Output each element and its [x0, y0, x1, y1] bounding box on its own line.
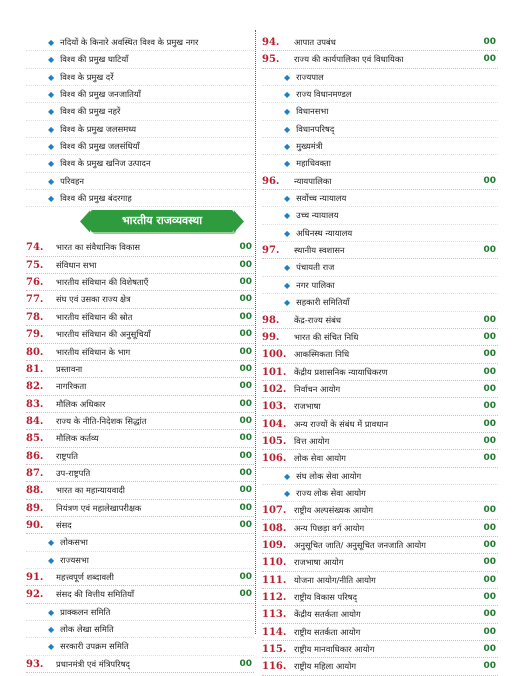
toc-subentry[interactable]	[26, 190, 254, 207]
toc-entry[interactable]	[262, 520, 498, 537]
toc-entry[interactable]	[262, 502, 498, 519]
toc-entry[interactable]	[26, 378, 254, 395]
diamond-bullet-icon: ◆	[284, 211, 291, 221]
entry-page-number: 00	[239, 485, 252, 496]
diamond-bullet-icon: ◆	[48, 625, 55, 634]
section-heading: भारतीय राजव्यवस्था	[90, 210, 234, 232]
diamond-bullet-icon: ◆	[48, 72, 55, 82]
entry-page-number: 00	[239, 589, 252, 600]
entry-title: मौलिक अधिकार	[56, 398, 106, 409]
toc-entry[interactable]	[26, 344, 254, 361]
subentry-title: पंचायती राज	[296, 262, 335, 273]
entry-number: 96.	[262, 175, 280, 187]
world-geography-subtopics	[26, 34, 254, 207]
entry-title: संघ एवं उसका राज्य क्षेत्र	[56, 294, 131, 305]
entry-page-number: 00	[239, 381, 252, 392]
subentry-title: राज्यसभा	[60, 554, 89, 565]
entry-page-number: 00	[483, 314, 496, 325]
entry-number: 104.	[262, 418, 287, 430]
entry-page-number: 00	[483, 626, 496, 637]
toc-subentry[interactable]	[26, 86, 254, 103]
entry-number: 114.	[262, 626, 287, 638]
entry-page-number: 00	[239, 433, 252, 444]
entry-title: महत्त्वपूर्ण शब्दावली	[56, 571, 114, 582]
entry-page-number: 00	[483, 644, 496, 655]
entry-title: अन्य राज्यों के संबंध में प्रावधान	[294, 418, 389, 429]
entry-page-number: 00	[483, 609, 496, 620]
left-column	[26, 34, 254, 673]
entry-number: 74.	[26, 242, 44, 254]
toc-subentry[interactable]	[26, 51, 254, 68]
diamond-bullet-icon: ◆	[284, 72, 291, 82]
entry-page-number: 00	[483, 401, 496, 412]
entry-page-number: 00	[239, 467, 252, 478]
entry-page-number: 00	[239, 346, 252, 357]
entry-page-number: 00	[483, 539, 496, 550]
entry-number: 97.	[262, 245, 280, 257]
diamond-bullet-icon: ◆	[284, 298, 291, 308]
entry-page-number: 00	[483, 661, 496, 672]
entry-page-number: 00	[239, 363, 252, 374]
toc-subentry[interactable]	[26, 638, 254, 655]
subentry-title: महाधिवक्ता	[296, 158, 331, 169]
entry-page-number: 00	[483, 245, 496, 256]
toc-entry[interactable]	[26, 656, 254, 673]
toc-entry[interactable]	[26, 309, 254, 326]
entry-title: भारत का महान्यायवादी	[56, 485, 125, 496]
toc-entry[interactable]	[262, 312, 498, 329]
entry-number: 83.	[26, 398, 44, 410]
diamond-bullet-icon: ◆	[48, 194, 55, 204]
subentry-title: लोकसभा	[60, 537, 88, 548]
subentry-title: विश्व के प्रमुख दर्रे	[60, 71, 114, 82]
entry-title: आकस्मिकता निधि	[294, 349, 350, 360]
subentry-title: विश्व की प्रमुख जनजातियाँ	[60, 89, 141, 100]
toc-subentry[interactable]	[26, 173, 254, 190]
entry-number: 93.	[26, 658, 44, 670]
toc-subentry[interactable]	[262, 155, 498, 172]
entry-title: राजभाषा आयोग	[294, 557, 344, 568]
subentry-title: सर्वोच्च न्यायालय	[296, 193, 347, 204]
entry-page-number: 00	[483, 505, 496, 516]
entry-page-number: 00	[239, 329, 252, 340]
toc-entry[interactable]	[262, 381, 498, 398]
diamond-bullet-icon: ◆	[284, 124, 291, 134]
diamond-bullet-icon: ◆	[48, 538, 55, 548]
entry-page-number: 00	[239, 294, 252, 305]
toc-entry[interactable]	[26, 291, 254, 308]
toc-subentry[interactable]	[262, 207, 498, 224]
entry-number: 94.	[262, 37, 280, 48]
toc-entry[interactable]	[262, 398, 498, 415]
subentry-title: नदियों के किनारे अवस्थित विश्व के प्रमुख नगर	[60, 37, 199, 47]
entry-title: लोक सेवा आयोग	[294, 453, 346, 464]
subentry-title: संघ लोक सेवा आयोग	[296, 470, 362, 481]
toc-entry[interactable]	[262, 537, 498, 554]
entry-title: राष्ट्रपति	[56, 450, 78, 461]
toc-subentry[interactable]	[262, 138, 498, 155]
entry-title: राष्ट्रीय विकास परिषद्	[294, 592, 357, 602]
entry-number: 84.	[26, 415, 44, 427]
polity-topics-right	[262, 34, 498, 676]
entry-page-number: 00	[483, 54, 496, 65]
entry-title: मौलिक कर्तव्य	[56, 433, 99, 444]
toc-entry[interactable]	[26, 326, 254, 343]
entry-page-number: 00	[483, 175, 496, 186]
diamond-bullet-icon: ◆	[284, 194, 291, 204]
entry-number: 105.	[262, 435, 287, 447]
polity-topics-left	[26, 239, 254, 673]
toc-entry[interactable]	[262, 51, 498, 68]
entry-title: प्रस्तावना	[56, 363, 83, 374]
toc-entry[interactable]	[262, 554, 498, 571]
entry-page-number: 00	[239, 398, 252, 409]
toc-subentry[interactable]	[26, 604, 254, 621]
toc-subentry[interactable]	[26, 155, 254, 172]
section-heading-wrap	[26, 207, 254, 239]
diamond-bullet-icon: ◆	[48, 124, 55, 134]
subentry-title: नगर पालिका	[296, 279, 335, 290]
toc-entry[interactable]	[26, 257, 254, 274]
entry-title: आपात उपबंध	[294, 37, 336, 47]
diamond-bullet-icon: ◆	[48, 90, 55, 100]
subentry-title: विश्व के प्रमुख खनिज उत्पादन	[60, 158, 151, 169]
diamond-bullet-icon: ◆	[48, 607, 55, 617]
entry-number: 82.	[26, 381, 44, 393]
entry-number: 81.	[26, 363, 44, 375]
diamond-bullet-icon: ◆	[284, 263, 291, 273]
entry-number: 79.	[26, 329, 44, 341]
diamond-bullet-icon: ◆	[284, 228, 291, 238]
toc-subentry[interactable]	[262, 485, 498, 502]
toc-subentry[interactable]	[262, 69, 498, 86]
entry-title: अन्य पिछड़ा वर्ग आयोग	[294, 522, 365, 533]
entry-number: 112.	[262, 592, 287, 603]
diamond-bullet-icon: ◆	[48, 142, 55, 152]
entry-page-number: 00	[483, 418, 496, 429]
entry-title: केंद्रीय सतर्कता आयोग	[294, 609, 361, 620]
entry-number: 103.	[262, 401, 287, 413]
subentry-title: अधिनस्थ न्यायालय	[296, 227, 353, 238]
subentry-title: विश्व की प्रमुख घाटियाँ	[60, 54, 129, 65]
entry-number: 85.	[26, 433, 44, 445]
diamond-bullet-icon: ◆	[284, 142, 291, 152]
diamond-bullet-icon: ◆	[284, 159, 291, 169]
subentry-title: विश्व की प्रमुख बंदरगाह	[60, 193, 132, 204]
entry-title: संविधान सभा	[56, 259, 97, 270]
entry-page-number: 00	[483, 349, 496, 360]
entry-number: 87.	[26, 467, 44, 479]
diamond-bullet-icon: ◆	[284, 90, 291, 100]
subentry-title: उच्च न्यायालय	[296, 210, 339, 221]
toc-entry[interactable]	[262, 364, 498, 381]
subentry-title: राज्य लोक सेवा आयोग	[296, 487, 366, 498]
entry-number: 80.	[26, 346, 44, 358]
diamond-bullet-icon: ◆	[284, 471, 291, 481]
entry-page-number: 00	[239, 571, 252, 582]
toc-subentry[interactable]	[26, 121, 254, 138]
entry-title: न्यायपालिका	[294, 175, 332, 186]
entry-number: 115.	[262, 644, 287, 656]
subentry-title: प्राक्कलन समिति	[60, 606, 111, 617]
diamond-bullet-icon: ◆	[48, 38, 55, 47]
subentry-title: विधानपरिषद्	[296, 123, 335, 134]
entry-title: राष्ट्रीय अल्पसंख्यक आयोग	[294, 505, 373, 516]
entry-number: 88.	[26, 485, 44, 497]
entry-title: अनुसूचित जाति/ अनुसूचित जनजाति आयोग	[294, 539, 426, 550]
diamond-bullet-icon: ◆	[284, 107, 291, 117]
entry-number: 109.	[262, 539, 287, 551]
toc-entry[interactable]	[262, 34, 498, 51]
subentry-title: लोक लेखा समिति	[60, 624, 114, 634]
toc-entry[interactable]	[262, 416, 498, 433]
diamond-bullet-icon: ◆	[48, 176, 55, 186]
entry-title: राष्ट्रीय सतर्कता आयोग	[294, 626, 361, 637]
entry-number: 78.	[26, 311, 44, 323]
subentry-title: राज्य विधानमण्डल	[296, 89, 352, 100]
toc-entry[interactable]	[262, 624, 498, 641]
toc-subentry[interactable]	[26, 34, 254, 51]
entry-page-number: 00	[483, 522, 496, 533]
toc-subentry[interactable]	[262, 259, 498, 276]
toc-entry[interactable]	[26, 448, 254, 465]
diamond-bullet-icon: ◆	[48, 555, 55, 565]
toc-entry[interactable]	[262, 641, 498, 658]
toc-entry[interactable]	[26, 413, 254, 430]
entry-title: भारतीय संविधान की स्रोत	[56, 311, 133, 322]
toc-entry[interactable]	[262, 242, 498, 259]
entry-page-number: 00	[239, 450, 252, 461]
toc-entry[interactable]	[26, 500, 254, 517]
entry-page-number: 00	[483, 383, 496, 394]
toc-subentry[interactable]	[26, 621, 254, 638]
entry-title: भारत की संचित निधि	[294, 331, 359, 342]
toc-entry[interactable]	[26, 430, 254, 447]
diamond-bullet-icon: ◆	[284, 280, 291, 290]
toc-subentry[interactable]	[262, 468, 498, 485]
toc-entry[interactable]	[262, 589, 498, 606]
entry-number: 113.	[262, 609, 287, 621]
subentry-title: राज्यपाल	[296, 71, 324, 82]
toc-entry[interactable]	[26, 465, 254, 482]
toc-entry[interactable]	[26, 517, 254, 534]
entry-title: भारत का संवैधानिक विकास	[56, 242, 141, 253]
entry-number: 110.	[262, 557, 287, 569]
subentry-title: मुख्यमंत्री	[296, 141, 323, 152]
subentry-title: विश्व की प्रमुख जलसंधियाँ	[60, 141, 140, 152]
toc-subentry[interactable]	[262, 190, 498, 207]
toc-subentry[interactable]	[262, 294, 498, 311]
toc-subentry[interactable]	[26, 103, 254, 120]
toc-subentry[interactable]	[26, 552, 254, 569]
entry-title: योजना आयोग/नीति आयोग	[294, 574, 376, 585]
entry-number: 100.	[262, 349, 287, 361]
diamond-bullet-icon: ◆	[48, 107, 55, 117]
entry-title: राज्य के नीति-निदेशक सिद्धांत	[56, 415, 147, 426]
entry-title: नागरिकता	[56, 381, 87, 392]
toc-subentry[interactable]	[262, 103, 498, 120]
entry-title: स्थानीय स्वशासन	[294, 245, 345, 256]
entry-page-number: 00	[483, 453, 496, 464]
toc-subentry[interactable]	[262, 86, 498, 103]
subentry-title: सहकारी समितियाँ	[296, 297, 350, 308]
toc-entry[interactable]	[262, 658, 498, 675]
toc-entry[interactable]	[26, 274, 254, 291]
entry-title: भारतीय संविधान के भाग	[56, 346, 131, 357]
toc-subentry[interactable]	[262, 225, 498, 242]
subentry-title: विश्व की प्रमुख नहरें	[60, 106, 121, 117]
diamond-bullet-icon: ◆	[284, 488, 291, 498]
subentry-title: विधानसभा	[296, 106, 329, 117]
subentry-title: सरकारी उपक्रम समिति	[60, 641, 129, 652]
entry-page-number: 00	[483, 435, 496, 446]
entry-title: उप-राष्ट्रपति	[56, 467, 91, 478]
diamond-bullet-icon: ◆	[48, 159, 55, 169]
right-column	[262, 34, 498, 676]
entry-title: भारतीय संविधान की अनुसूचियाँ	[56, 329, 151, 340]
toc-entry[interactable]	[26, 396, 254, 413]
entry-page-number: 00	[239, 415, 252, 426]
entry-page-number: 00	[483, 37, 496, 47]
entry-number: 77.	[26, 294, 44, 306]
entry-number: 90.	[26, 519, 44, 531]
toc-entry[interactable]	[262, 450, 498, 467]
toc-subentry[interactable]	[26, 138, 254, 155]
entry-number: 107.	[262, 505, 287, 517]
entry-title: वित्त आयोग	[294, 435, 330, 446]
entry-title: राज्य की कार्यपालिका एवं विधायिका	[294, 54, 404, 65]
subentry-title: परिवहन	[60, 175, 85, 186]
entry-title: राजभाषा	[294, 401, 321, 412]
column-divider	[255, 30, 256, 634]
entry-title: संसद की वित्तीय समितियाँ	[56, 589, 135, 600]
entry-number: 89.	[26, 502, 44, 514]
entry-number: 91.	[26, 571, 44, 583]
entry-number: 92.	[26, 589, 44, 601]
entry-number: 116.	[262, 661, 287, 673]
entry-number: 108.	[262, 522, 287, 534]
entry-title: नियंत्रण एवं महालेखापरीक्षक	[56, 502, 142, 513]
entry-page-number: 00	[239, 502, 252, 513]
toc-subentry[interactable]	[262, 121, 498, 138]
entry-title: संसद	[56, 519, 72, 530]
entry-number: 76.	[26, 277, 44, 289]
entry-number: 98.	[262, 314, 280, 326]
entry-title: प्रधानमंत्री एवं मंत्रिपरिषद्	[56, 658, 130, 669]
toc-entry[interactable]	[262, 329, 498, 346]
entry-number: 95.	[262, 54, 280, 66]
entry-page-number: 00	[239, 259, 252, 270]
toc-subentry[interactable]	[26, 69, 254, 86]
toc-entry[interactable]	[26, 482, 254, 499]
entry-number: 101.	[262, 366, 287, 378]
toc-entry[interactable]	[26, 569, 254, 586]
toc-entry[interactable]	[26, 586, 254, 603]
entry-number: 106.	[262, 453, 287, 465]
entry-page-number: 00	[483, 557, 496, 568]
entry-page-number: 00	[483, 331, 496, 342]
entry-title: राष्ट्रीय मानवाधिकार आयोग	[294, 644, 375, 655]
entry-title: निर्वाचन आयोग	[294, 383, 341, 394]
entry-page-number: 00	[239, 242, 252, 253]
entry-title: भारतीय संविधान की विशेषताएँ	[56, 277, 149, 288]
subentry-title: विश्व के प्रमुख जलसमध्य	[60, 123, 137, 134]
entry-page-number: 00	[239, 311, 252, 322]
toc-entry[interactable]	[262, 572, 498, 589]
toc-subentry[interactable]	[26, 534, 254, 551]
entry-page-number: 00	[483, 592, 496, 602]
entry-page-number: 00	[483, 366, 496, 377]
entry-page-number: 00	[239, 658, 252, 669]
entry-title: केंद्रीय प्रशासनिक न्यायाधिकरण	[294, 366, 388, 377]
toc-entry[interactable]	[262, 173, 498, 190]
toc-subentry[interactable]	[262, 277, 498, 294]
diamond-bullet-icon: ◆	[48, 55, 55, 65]
entry-number: 86.	[26, 450, 44, 462]
toc-entry[interactable]	[26, 361, 254, 378]
entry-page-number: 00	[239, 277, 252, 288]
entry-number: 102.	[262, 383, 287, 395]
entry-page-number: 00	[483, 574, 496, 585]
entry-page-number: 00	[239, 519, 252, 530]
entry-number: 111.	[262, 574, 287, 586]
entry-number: 75.	[26, 259, 44, 271]
entry-title: राष्ट्रीय महिला आयोग	[294, 661, 357, 672]
entry-number: 99.	[262, 331, 280, 343]
entry-title: केंद्र-राज्य संबंध	[294, 314, 341, 325]
toc-entry[interactable]	[262, 433, 498, 450]
toc-entry[interactable]	[26, 239, 254, 256]
diamond-bullet-icon: ◆	[48, 642, 55, 652]
toc-entry[interactable]	[262, 606, 498, 623]
toc-entry[interactable]	[262, 346, 498, 363]
